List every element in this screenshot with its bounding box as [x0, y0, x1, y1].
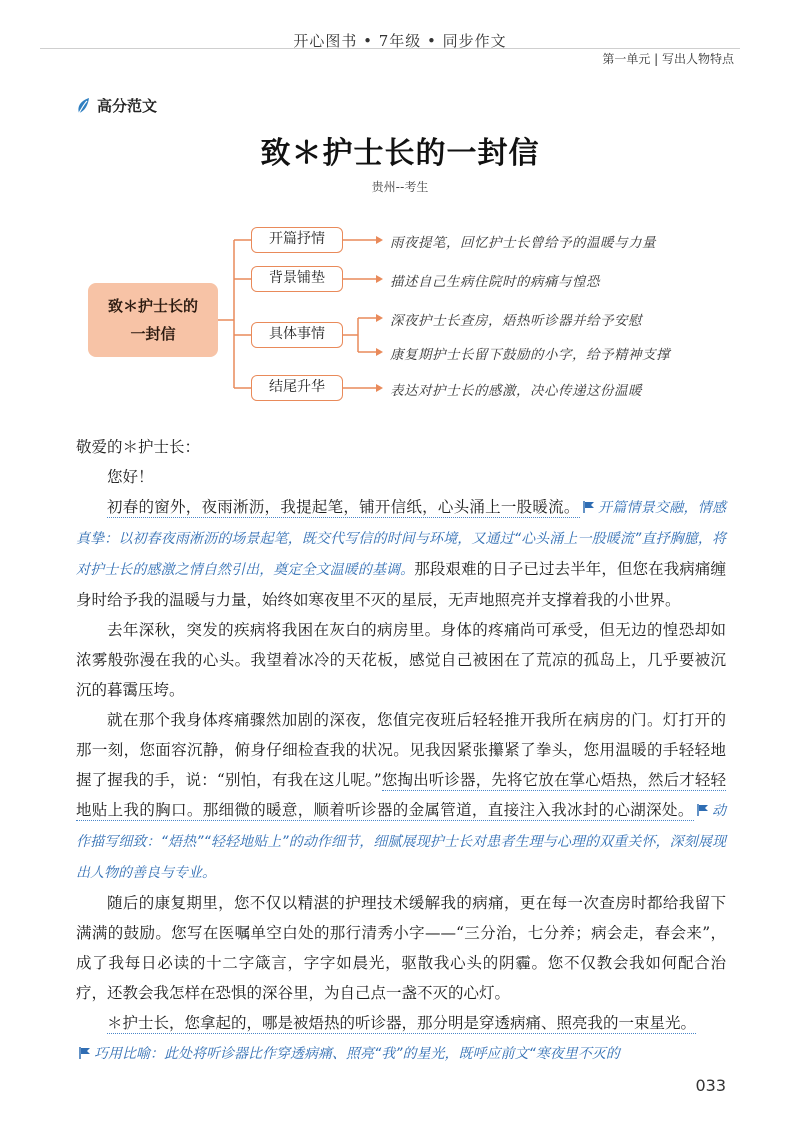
- essay-title: 致＊护士长的一封信: [260, 136, 540, 171]
- mindmap-leaf: 描述自己生病住院时的病痛与惶恐: [390, 274, 600, 290]
- paragraph-5: [76, 1008, 726, 1038]
- mindmap-node-background: 背景铺垫: [251, 266, 343, 292]
- annotation-note: 开篇情景交融，情感真挚：以初春夜雨淅沥的场景起笔，既交代写信的时间与环境，又通过“心头涌上一股暖流”直抒胸臆，将对护士长的感激之情自然引出，奠定全文温暖的基调。: [76, 500, 726, 578]
- flag-icon: [583, 501, 595, 513]
- mindmap-root-line1: 致＊护士长的: [107, 296, 198, 315]
- paragraph-5-text: ＊护士长，您拿起的，哪是被焐热的听诊器，那分明是穿透病痛、照亮我的一束星光。: [107, 1014, 697, 1032]
- mindmap-root: [88, 283, 218, 357]
- paragraph-1: [76, 492, 726, 615]
- annotation-note: 巧用比喻：此处将听诊器比作穿透病痛、照亮“我”的星光，既呼应前文“寒夜里不灭的: [94, 1046, 620, 1062]
- essay-body: [76, 432, 726, 1069]
- mindmap-node-ending: 结尾升华: [251, 375, 343, 401]
- essay-author: 贵州--考生: [371, 180, 429, 194]
- mindmap-node-events: 具体事情: [251, 322, 343, 348]
- mindmap-leaf: 康复期护士长留下鼓励的小字，给予精神支撑: [390, 347, 670, 363]
- mindmap-root-line2: 一封信: [130, 325, 176, 343]
- mindmap-node-opening: 开篇抒情: [251, 227, 343, 253]
- paragraph-3-first: 就在那个我身体疼痛骤然加剧的深夜，您值完夜班后轻轻推开我所在病房的门。灯打开的那一刻，您面容沉静，俯身仔细检查我的状况。见我因紧张攥紧了拳头，您用温暖的手轻轻地握了握我的手，说：“别怕，有我在这儿呢。”: [76, 711, 726, 789]
- unit-label: 第一单元 | 写出人物特点: [602, 52, 734, 66]
- salutation: 敬爱的＊护士长：: [76, 438, 201, 456]
- paragraph-1-rest: 那段艰难的日子已过去半年，但您在我病痛缠身时给予我的温暖与力量，始终如寒夜里不灭的星辰，无声地照亮并支撑着我的小世界。: [76, 560, 726, 609]
- paragraph-2: 去年深秋，突发的疾病将我困在灰白的病房里。身体的疼痛尚可承受，但无边的惶恐却如浓雾般弥漫在我的心头。我望着冰冷的天花板，感觉自己被困在了荒凉的孤岛上，几乎要被沉沉的暮霭压垮。: [76, 621, 726, 699]
- mindmap-leaf: 表达对护士长的感激，决心传递这份温暖: [390, 383, 642, 399]
- page-number: 033: [695, 1076, 726, 1095]
- paragraph-3: [76, 705, 726, 888]
- mindmap-leaf: 雨夜提笔，回忆护士长曾给予的温暖与力量: [390, 235, 656, 251]
- mindmap-leaf: 深夜护士长查房，焐热听诊器并给予安慰: [390, 313, 642, 329]
- paragraph-4: 随后的康复期里，您不仅以精湛的护理技术缓解我的病痛，更在每一次查房时都给我留下满满的鼓励。您写在医嘱单空白处的那行清秀小字——“三分治，七分养；病会走，春会来”，成了我每日必读的十二字箴言，字字如晨光，驱散我心头的阴霾。您不仅教会我如何配合治疗，还教会我怎样在恐惧的深谷里，为自己点一盏不灭的心灯。: [76, 894, 726, 1002]
- annotation-3: [76, 1038, 726, 1069]
- section-tag-label: 高分范文: [97, 97, 158, 115]
- greeting: 您好！: [107, 468, 154, 486]
- flag-icon: [697, 804, 709, 816]
- paragraph-3-highlight: 您掏出听诊器，先将它放在掌心焐热，然后才轻轻地贴上我的胸口。那细微的暖意，顺着听诊器的金属管道，直接注入我冰封的心湖深处。: [76, 771, 726, 819]
- book-header-title: 开心图书 • 7年级 • 同步作文: [293, 32, 507, 50]
- flag-icon: [79, 1047, 91, 1059]
- annotation-note: 动作描写细致：“焐热”“轻轻地贴上”的动作细节，细腻展现护士长对患者生理与心理的双重关怀，深刻展现出人物的善良与专业。: [76, 803, 726, 881]
- paragraph-1-opening: 初春的窗外，夜雨淅沥，我提起笔，铺开信纸，心头涌上一股暖流。: [107, 498, 580, 516]
